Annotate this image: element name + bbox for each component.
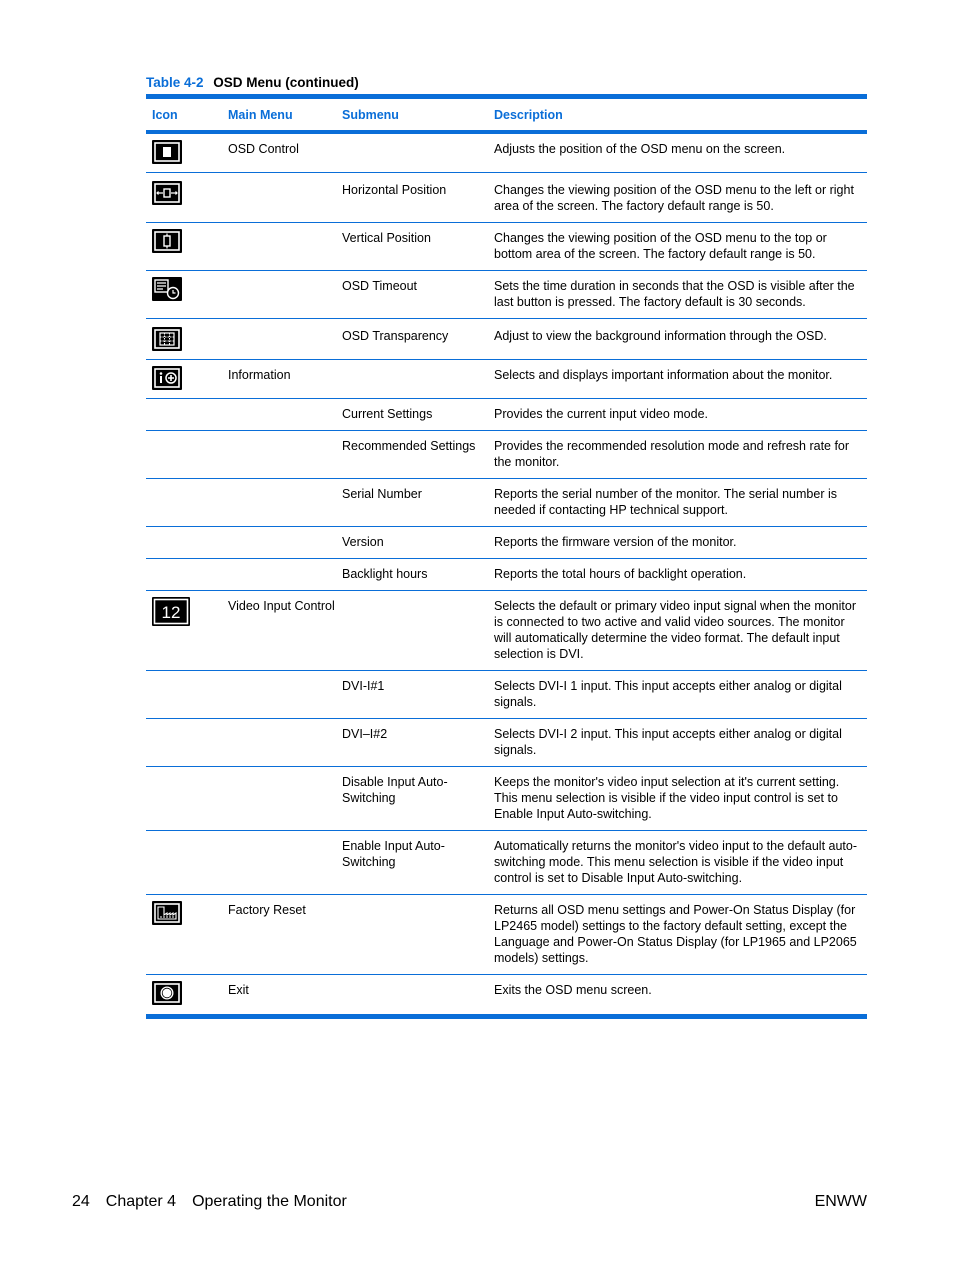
main-menu-cell — [228, 719, 342, 766]
main-menu-cell — [228, 271, 342, 318]
submenu-cell: DVI–I#2 — [342, 727, 388, 741]
table-row — [146, 319, 867, 360]
table-row — [146, 271, 867, 319]
main-menu-cell — [228, 559, 342, 590]
description-cell: Selects the default or primary video input signal when the monitor is connected to two active and valid video sources. The monitor will automatically determine the video format. The default input selection is DVI. — [494, 599, 856, 661]
main-menu-cell — [228, 671, 342, 718]
video-input-icon-label: 12 — [161, 603, 181, 622]
main-menu-cell: Information — [228, 368, 291, 382]
description-cell: Exits the OSD menu screen. — [494, 983, 652, 997]
description-cell: Adjusts the position of the OSD menu on the screen. — [494, 142, 786, 156]
exit-icon — [152, 981, 182, 1005]
submenu-cell: Recommended Settings — [342, 439, 476, 453]
table-row — [146, 399, 867, 431]
factory-reset-icon — [152, 901, 182, 925]
submenu-cell: Version — [342, 535, 384, 549]
description-cell: Provides the current input video mode. — [494, 407, 709, 421]
table-row — [146, 975, 867, 1014]
main-menu-cell: Exit — [228, 983, 249, 997]
table-row — [146, 479, 867, 527]
main-menu-cell: OSD Control — [228, 142, 299, 156]
submenu-cell: Vertical Position — [342, 231, 431, 245]
main-menu-cell — [228, 321, 342, 359]
description-cell: Selects and displays important information about the monitor. — [494, 368, 833, 382]
video-input-icon — [152, 597, 190, 626]
table-row — [146, 671, 867, 719]
main-menu-cell — [228, 431, 342, 478]
submenu-cell: Serial Number — [342, 487, 422, 501]
table-row — [146, 431, 867, 479]
table-caption — [146, 75, 359, 90]
osd-transparency-icon — [152, 327, 182, 351]
header-icon: Icon — [152, 107, 178, 122]
submenu-cell — [342, 975, 494, 1014]
description-cell: Changes the viewing position of the OSD menu to the top or bottom area of the screen. The factory default range is 50. — [494, 231, 827, 261]
main-menu-cell — [228, 399, 342, 430]
description-cell: Provides the recommended resolution mode and refresh rate for the monitor. — [494, 439, 850, 469]
osd-control-icon — [152, 140, 182, 164]
submenu-cell — [342, 591, 494, 670]
description-cell: Selects DVI-I 2 input. This input accepts either analog or digital signals. — [494, 727, 842, 757]
osd-timeout-icon — [152, 277, 182, 301]
table-row — [146, 767, 867, 831]
description-cell: Changes the viewing position of the OSD menu to the left or right area of the screen. The factory default range is 50. — [494, 183, 854, 213]
description-cell: Sets the time duration in seconds that the OSD is visible after the last button is pressed. The factory default is 30 seconds. — [494, 279, 855, 309]
information-icon — [152, 366, 182, 390]
submenu-cell: Backlight hours — [342, 567, 428, 581]
main-menu-cell — [228, 479, 342, 526]
main-menu-cell — [228, 767, 342, 830]
vertical-position-icon — [152, 229, 182, 253]
description-cell: Reports the serial number of the monitor. The serial number is needed if contacting HP technical support. — [494, 487, 837, 517]
table-row — [146, 360, 867, 399]
osd-menu-table — [146, 94, 867, 1019]
table-header-row — [146, 99, 867, 130]
main-menu-cell — [228, 223, 342, 270]
horizontal-position-icon — [152, 181, 182, 205]
submenu-cell: DVI-I#1 — [342, 679, 385, 693]
description-cell: Returns all OSD menu settings and Power-On Status Display (for LP2465 model) settings to the factory default setting, except the Language and Power-On Status Display (for LP1965 and LP2065 models) settings. — [494, 903, 857, 965]
header-description: Description — [494, 107, 563, 122]
table-row — [146, 527, 867, 559]
table-row — [146, 719, 867, 767]
submenu-cell: OSD Transparency — [342, 329, 449, 343]
table-row — [146, 591, 867, 671]
table-row — [146, 559, 867, 591]
submenu-cell: OSD Timeout — [342, 279, 418, 293]
description-cell: Adjust to view the background information through the OSD. — [494, 329, 827, 343]
submenu-cell: Enable Input Auto-Switching — [342, 839, 445, 869]
table-row — [146, 831, 867, 895]
description-cell: Automatically returns the monitor's video input to the default auto-switching mode. This menu selection is visible if the video input control is set to Disable Input Auto-switching. — [494, 839, 858, 885]
page-footer-left — [72, 1193, 347, 1211]
table-row — [146, 134, 867, 173]
table-title: OSD Menu (continued) — [213, 75, 359, 90]
submenu-cell — [342, 134, 494, 172]
chapter-label: Chapter 4 — [105, 1193, 177, 1210]
main-menu-cell — [228, 175, 342, 222]
table-number: Table 4-2 — [146, 75, 204, 90]
table-row — [146, 895, 867, 975]
main-menu-cell — [228, 831, 342, 894]
table-row — [146, 223, 867, 271]
main-menu-cell: Factory Reset — [228, 903, 306, 917]
description-cell: Reports the total hours of backlight operation. — [494, 567, 747, 581]
submenu-cell: Horizontal Position — [342, 183, 447, 197]
page-number: 24 — [72, 1193, 90, 1210]
table-row — [146, 173, 867, 223]
description-cell: Selects DVI-I 1 input. This input accepts either analog or digital signals. — [494, 679, 842, 709]
chapter-title: Operating the Monitor — [192, 1193, 347, 1210]
submenu-cell: Current Settings — [342, 407, 433, 421]
main-menu-cell: Video Input Control — [228, 599, 335, 613]
doc-code: ENWW — [814, 1193, 867, 1210]
submenu-cell — [342, 360, 494, 398]
main-menu-cell — [228, 527, 342, 558]
submenu-cell: Disable Input Auto-Switching — [342, 775, 448, 805]
table-bottom-rule — [146, 1014, 867, 1019]
description-cell: Keeps the monitor's video input selection at it's current setting. This menu selection is visible if the video input control is set to Enable Input Auto-switching. — [494, 775, 840, 821]
description-cell: Reports the firmware version of the monitor. — [494, 535, 737, 549]
header-submenu: Submenu — [342, 107, 399, 122]
header-main-menu: Main Menu — [228, 107, 293, 122]
submenu-cell — [342, 895, 494, 974]
